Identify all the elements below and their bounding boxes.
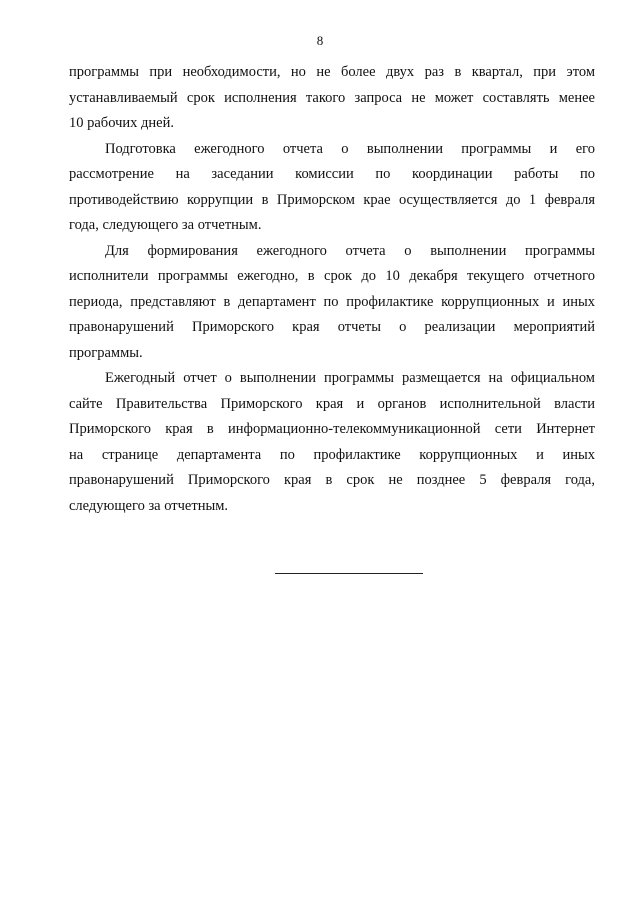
page-number: 8 (316, 33, 324, 48)
document-body (69, 60, 595, 519)
text-line: правонарушений Приморского края в срок не позднее 5 февраля года, (69, 472, 595, 488)
text-line: 10 рабочих дней. (69, 115, 174, 131)
text-line: года, следующего за отчетным. (69, 217, 262, 233)
text-line: сайте Правительства Приморского края и органов исполнительной власти (69, 395, 595, 412)
end-of-document-rule (275, 573, 423, 574)
text-line: следующего за отчетным. (69, 497, 228, 514)
text-line: программы. (69, 344, 143, 361)
text-line: правонарушений Приморского края отчеты о реализации мероприятий (69, 319, 595, 335)
text-line: на странице департамента по профилактике коррупционных и иных (69, 446, 595, 463)
paragraph-3 (69, 239, 595, 367)
text-line: Ежегодный отчет о выполнении программы размещается на официальном (105, 370, 595, 386)
text-line: Для формирования ежегодного отчета о выполнении программы (105, 242, 595, 259)
text-line: исполнители программы ежегодно, в срок до 10 декабря текущего отчетного (69, 268, 595, 284)
text-line: Приморского края в информационно-телекоммуникационной сети Интернет (69, 421, 595, 437)
text-line: противодействию коррупции в Приморском крае осуществляется до 1 февраля (69, 191, 595, 208)
paragraph-4 (69, 366, 595, 519)
paragraph-1 (69, 60, 595, 137)
text-line: Подготовка ежегодного отчета о выполнении программы и его (105, 140, 595, 157)
text-line: рассмотрение на заседании комиссии по координации работы по (69, 166, 595, 182)
text-line: программы при необходимости, но не более двух раз в квартал, при этом (69, 64, 595, 80)
text-line: периода, представляют в департамент по профилактике коррупционных и иных (69, 293, 595, 310)
text-line: устанавливаемый срок исполнения такого запроса не может составлять менее (69, 89, 595, 106)
paragraph-2 (69, 137, 595, 239)
